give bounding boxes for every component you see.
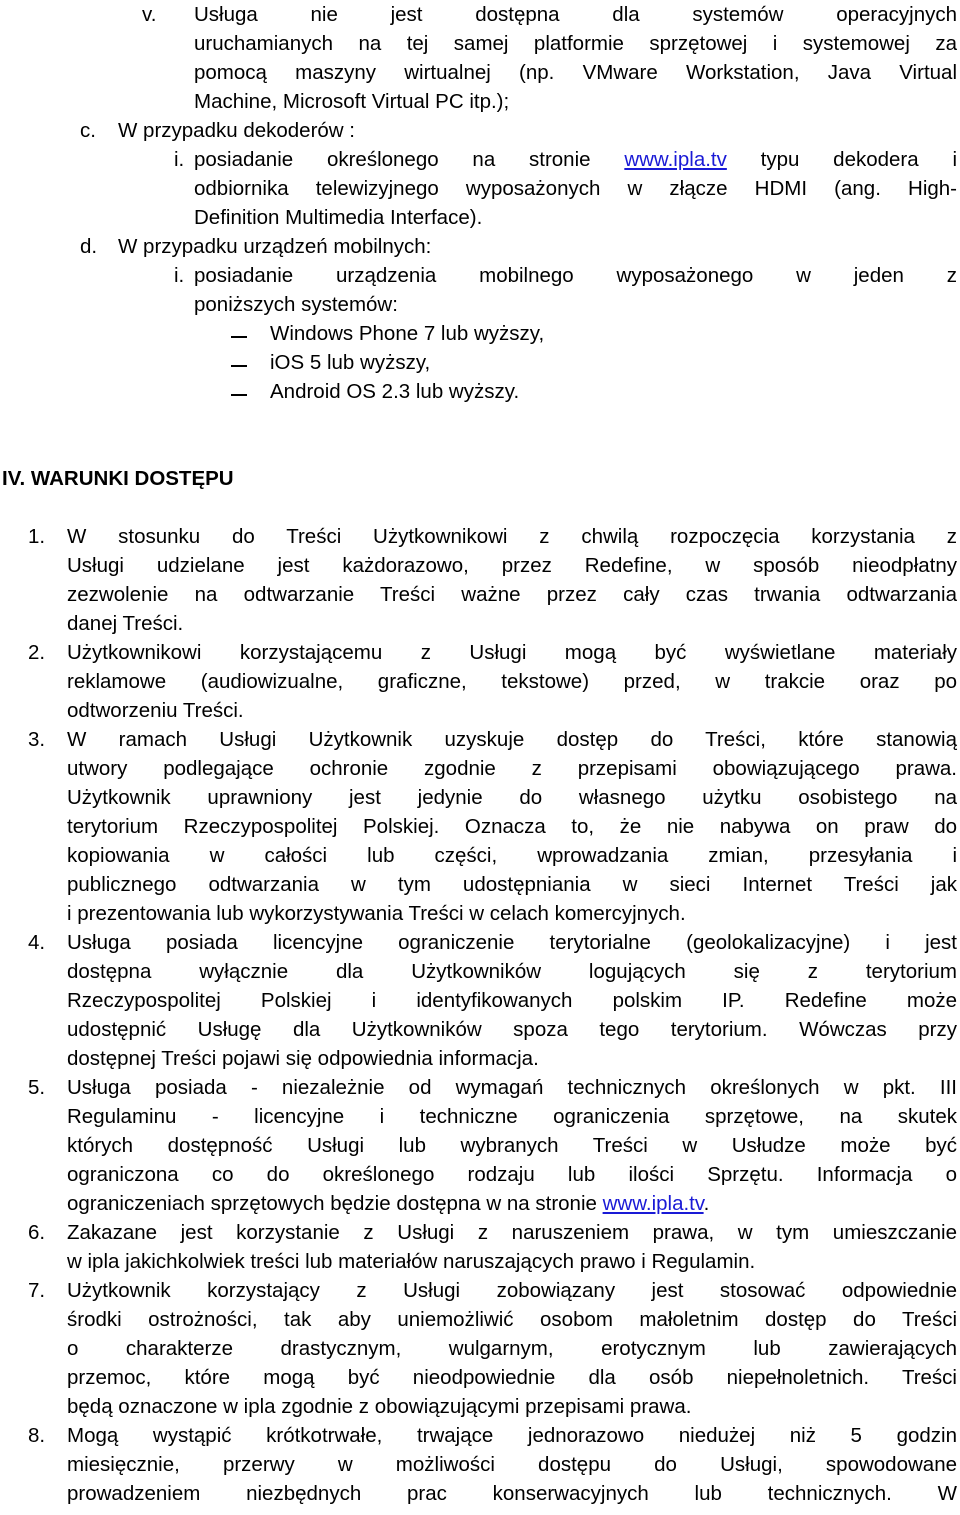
list-marker-v: v. — [142, 3, 157, 26]
paragraph-line: Użytkownik uprawniony jest jedynie do własnego użytku osobistego na — [67, 786, 957, 809]
paragraph-line: Rzeczypospolitej Polskiej i identyfikowanych polskim IP. Redefine może — [67, 989, 957, 1012]
system-item: Android OS 2.3 lub wyższy. — [270, 380, 520, 403]
item-number: 3. — [28, 728, 46, 751]
paragraph-line: Zakazane jest korzystanie z Usługi z naruszeniem prawa, w tym umieszczanie — [67, 1221, 957, 1244]
paragraph-line: o charakterze drastycznym, wulgarnym, erotycznym lub zawierających — [67, 1337, 957, 1360]
paragraph-line: zezwolenie na odtwarzanie Treści ważne przez cały czas trwania odtwarzania — [67, 583, 957, 606]
item-number: 4. — [28, 931, 46, 954]
list-marker-d-i: i. — [174, 264, 185, 287]
paragraph-line: dostępna wyłącznie dla Użytkowników logujących się z terytorium — [67, 960, 957, 983]
paragraph-line: Mogą wystąpić krótkotrwałe, trwające jednorazowo niedużej niż 5 godzin — [67, 1424, 957, 1447]
section-title: IV. WARUNKI DOSTĘPU — [2, 467, 234, 490]
paragraph-line: W stosunku do Treści Użytkownikowi z chwilą rozpoczęcia korzystania z — [67, 525, 957, 548]
ipla-link[interactable]: www.ipla.tv — [602, 1192, 704, 1215]
ipla-link[interactable]: www.ipla.tv — [624, 148, 727, 171]
paragraph-line: reklamowe (audiowizualne, graficzne, tekstowe) przed, w trakcie oraz po — [67, 670, 957, 693]
paragraph-line: odtworzeniu Treści. — [67, 699, 244, 722]
item-v-line: pomocą maszyny wirtualnej (np. VMware Workstation, Java Virtual — [194, 61, 957, 84]
paragraph-line: W ramach Usługi Użytkownik uzyskuje dostęp do Treści, które stanowią — [67, 728, 957, 751]
paragraph-line: danej Treści. — [67, 612, 184, 635]
paragraph-line: będą oznaczone w ipla zgodnie z obowiązującymi przepisami prawa. — [67, 1395, 692, 1418]
item-number: 2. — [28, 641, 46, 664]
item-d-i-line: posiadanie urządzenia mobilnego wyposażonego w jeden z — [194, 264, 957, 287]
item-number: 1. — [28, 525, 46, 548]
paragraph-line: środki ostrożności, tak aby uniemożliwić osobom małoletnim dostęp do Treści — [67, 1308, 957, 1331]
paragraph-line: przemoc, które mogą być nieodpowiednie dla osób niepełnoletnich. Treści — [67, 1366, 957, 1389]
item-c-i-line: Definition Multimedia Interface). — [194, 206, 483, 229]
item-c-i-line: posiadanie określonego na stronie www.ipla.tv typu dekodera i — [194, 148, 957, 171]
paragraph-line: prowadzeniem niezbędnych prac konserwacyjnych lub technicznych. W — [67, 1482, 957, 1505]
item-c-i-line: odbiornika telewizyjnego wyposażonych w złącze HDMI (ang. High- — [194, 177, 957, 200]
paragraph-line: ograniczona co do określonego rodzaju lub ilości Sprzętu. Informacja o — [67, 1163, 957, 1186]
item-c-heading: W przypadku dekoderów : — [118, 119, 356, 142]
list-dash — [231, 394, 247, 396]
item-number: 6. — [28, 1221, 46, 1244]
list-dash — [231, 336, 247, 338]
item-v-line: uruchamianych na tej samej platformie sprzętowej i systemowej za — [194, 32, 957, 55]
paragraph-line: dostępnej Treści pojawi się odpowiednia informacja. — [67, 1047, 539, 1070]
item-v-line: Machine, Microsoft Virtual PC itp.); — [194, 90, 510, 113]
paragraph-line: terytorium Rzeczypospolitej Polskiej. Oznacza to, że nie nabywa on praw do — [67, 815, 957, 838]
paragraph-line: kopiowania w całości lub części, wprowadzania zmian, przesyłania i — [67, 844, 957, 867]
system-item: Windows Phone 7 lub wyższy, — [270, 322, 545, 345]
paragraph-line: Użytkownik korzystający z Usługi zobowiązany jest stosować odpowiednie — [67, 1279, 957, 1302]
item-v-line: Usługa nie jest dostępna dla systemów operacyjnych — [194, 3, 957, 26]
paragraph-line: utwory podlegające ochronie zgodnie z przepisami obowiązującego prawa. — [67, 757, 957, 780]
item-d-heading: W przypadku urządzeń mobilnych: — [118, 235, 432, 258]
item-number: 7. — [28, 1279, 46, 1302]
paragraph-line: i prezentowania lub wykorzystywania Treści w celach komercyjnych. — [67, 902, 686, 925]
paragraph-line: Usługa posiada licencyjne ograniczenie terytorialne (geolokalizacyjne) i jest — [67, 931, 957, 954]
list-marker-d: d. — [80, 235, 98, 258]
list-marker-c: c. — [80, 119, 96, 142]
paragraph-line: Użytkownikowi korzystającemu z Usługi mogą być wyświetlane materiały — [67, 641, 957, 664]
paragraph-line: publicznego odtwarzania w tym udostępniania w sieci Internet Treści jak — [67, 873, 957, 896]
paragraph-line: w ipla jakichkolwiek treści lub materiałów naruszających prawo i Regulamin. — [67, 1250, 756, 1273]
item-number: 5. — [28, 1076, 46, 1099]
paragraph-line: udostępnić Usługę dla Użytkowników spoza tego terytorium. Wówczas przy — [67, 1018, 957, 1041]
paragraph-line: Usługa posiada - niezależnie od wymagań technicznych określonych w pkt. III — [67, 1076, 957, 1099]
item-d-i-line: poniższych systemów: — [194, 293, 398, 316]
paragraph-line: Regulaminu - licencyjne i techniczne ograniczenia sprzętowe, na skutek — [67, 1105, 957, 1128]
paragraph-line: Usługi udzielane jest każdorazowo, przez Redefine, w sposób nieodpłatny — [67, 554, 957, 577]
system-item: iOS 5 lub wyższy, — [270, 351, 431, 374]
paragraph-line: ograniczeniach sprzętowych będzie dostępna w na stronie www.ipla.tv. — [67, 1192, 710, 1215]
list-marker-c-i: i. — [174, 148, 185, 171]
item-number: 8. — [28, 1424, 46, 1447]
paragraph-line: miesięcznie, przerwy w możliwości dostępu do Usługi, spowodowane — [67, 1453, 957, 1476]
paragraph-line: których dostępność Usługi lub wybranych Treści w Usłudze może być — [67, 1134, 957, 1157]
list-dash — [231, 365, 247, 367]
